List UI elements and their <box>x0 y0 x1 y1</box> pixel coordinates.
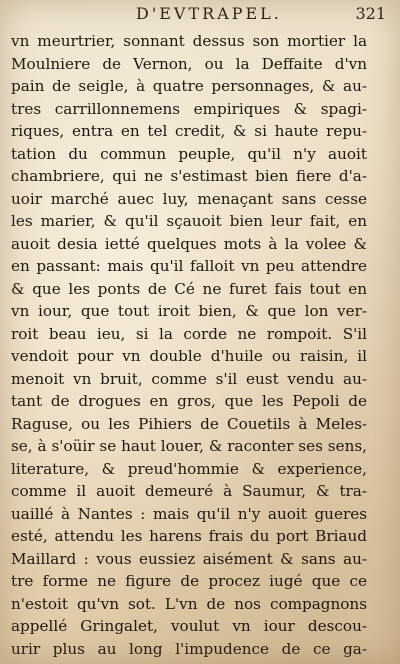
text-line: vn meurtrier, sonnant dessus son mortier la <box>11 32 367 50</box>
text-line: uoir marché auec luy, menaçant sans cesse <box>11 189 367 208</box>
text-line: n'estoit qu'vn sot. L'vn de nos compagnons <box>11 594 367 613</box>
text-line: roit beau ieu, si la corde ne rompoit. S'il <box>11 324 367 343</box>
text-line: tres carrillonnemens empiriques & spagi- <box>11 99 367 118</box>
text-line: Raguse, ou les Pihiers de Couetils à Meles- <box>11 414 367 433</box>
text-line: Maillard : vous eussiez aisément & sans au- <box>11 549 367 568</box>
text-line: riques, entra en tel credit, & si haute repu- <box>11 122 367 140</box>
page-header <box>20 4 386 26</box>
text-line: tre forme ne figure de procez iugé que ce <box>11 572 367 590</box>
text-line: uaillé à Nantes : mais qu'il n'y auoit gueres <box>11 504 367 523</box>
running-head: D'EVTRAPEL. <box>136 4 282 23</box>
text-line: les marier, & qu'il sçauoit bien leur fait, en <box>11 212 367 230</box>
text-line: pain de seigle, à quatre personnages, & au- <box>11 77 367 95</box>
text-line: tation du commun peuple, qu'il n'y auoit <box>11 144 367 163</box>
text-line: & que les ponts de Cé ne furet fais tout en <box>11 279 367 298</box>
body-text <box>11 30 367 660</box>
text-line: urir plus au long l'impudence de ce ga- <box>11 639 367 658</box>
text-line: chambriere, qui ne s'estimast bien fiere d'a- <box>11 167 367 185</box>
text-line: en passant: mais qu'il falloit vn peu attendre <box>11 257 367 275</box>
text-line: tant de drogues en gros, que les Pepoli de <box>11 392 367 410</box>
text-line: comme il auoit demeuré à Saumur, & tra- <box>11 482 367 500</box>
text-line: Moulniere de Vernon, ou la Deffaite d'vn <box>11 54 367 73</box>
text-line: vn iour, que tout iroit bien, & que lon ver- <box>11 302 367 320</box>
text-line: vendoit pour vn double d'huile ou raisin, il <box>11 347 367 365</box>
page-number: 321 <box>355 4 386 23</box>
text-line: appellé Gringalet, voulut vn iour descou- <box>11 617 367 635</box>
text-line: menoit vn bruit, comme s'il eust vendu au- <box>11 369 367 388</box>
text-line: auoit desia ietté quelques mots à la volee & <box>11 234 367 253</box>
text-line: literature, & preud'hommie & experience, <box>11 459 367 478</box>
text-line: esté, attendu les harens frais du port Briaud <box>11 527 367 545</box>
text-line: se, à s'oüir se haut louer, & raconter ses sens, <box>11 437 367 455</box>
